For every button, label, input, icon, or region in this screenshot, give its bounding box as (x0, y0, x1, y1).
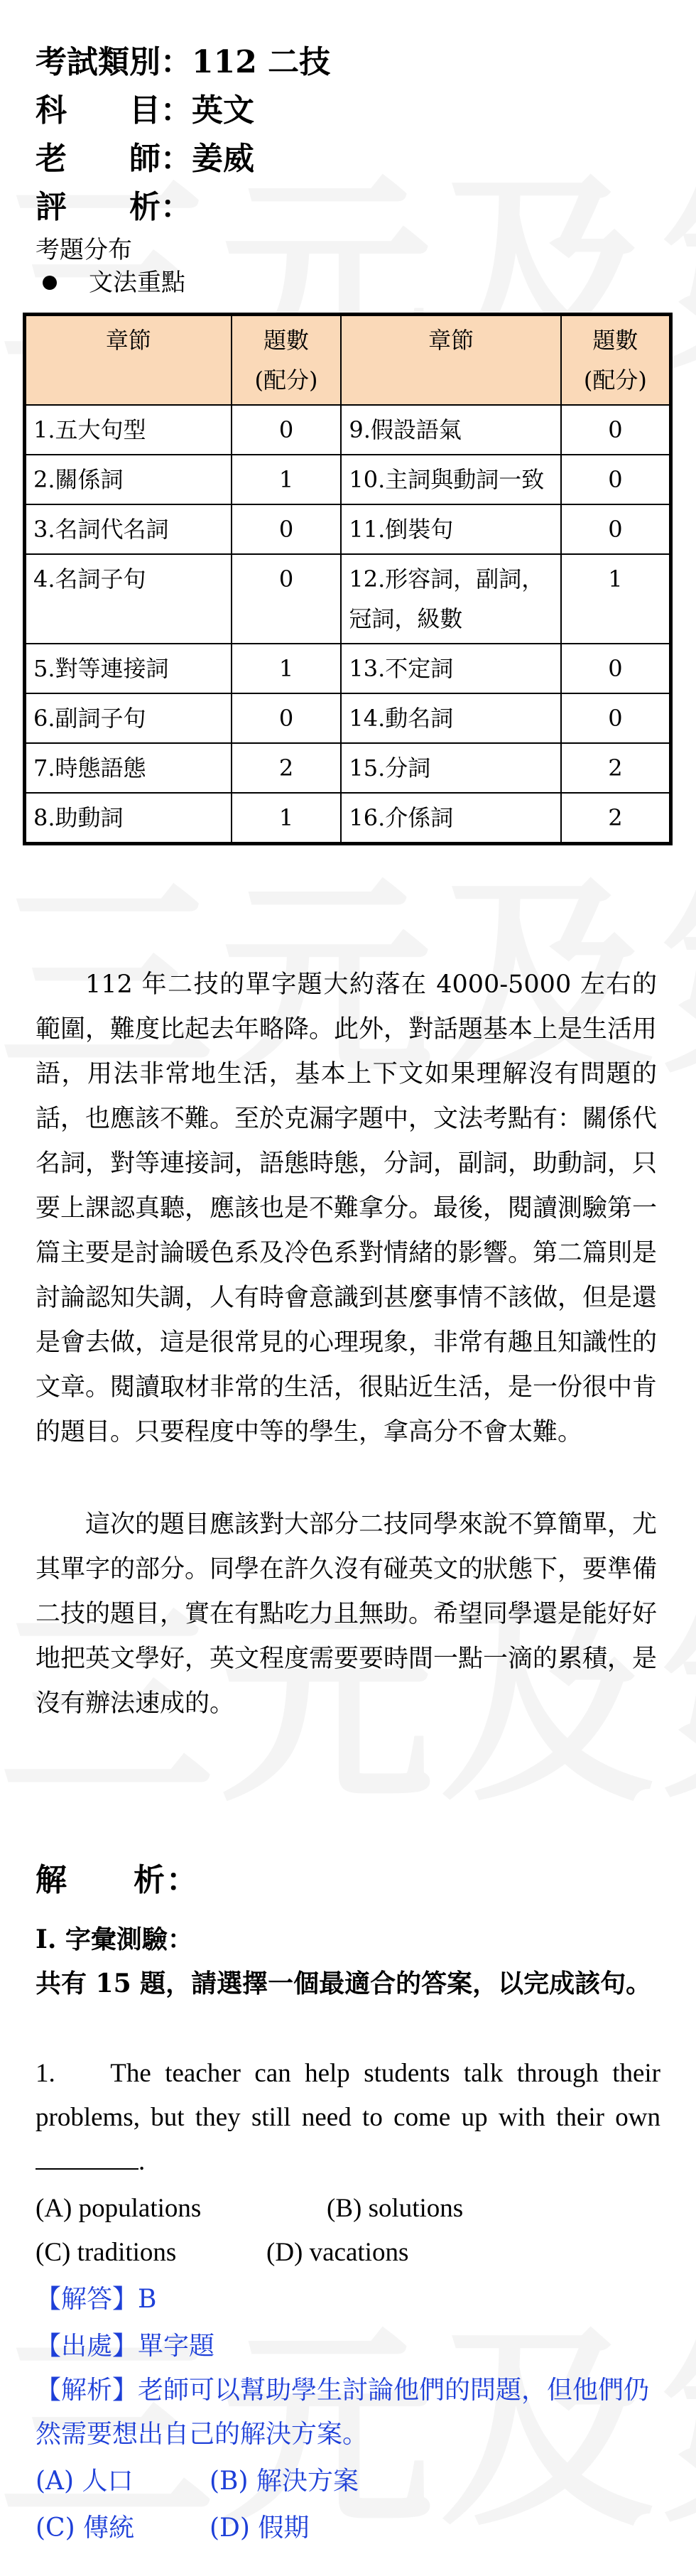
chapter-cell: 6.副詞子句 (25, 693, 232, 743)
count-cell: 0 (561, 455, 671, 504)
header-chapter: 章節 (25, 315, 232, 406)
subject: 科 目：英文 (36, 92, 254, 129)
chapter-cell: 1.五大句型 (25, 405, 232, 455)
chapter-cell: 4.名詞子句 (25, 554, 232, 644)
explanation-text: 【解析】老師可以幫助學生討論他們的問題，但他們仍然需要想出自己的解決方案。 (36, 2376, 650, 2449)
distribution-table (23, 313, 673, 845)
teacher: 老 師：姜威 (36, 141, 254, 177)
chapter-cell: 12.形容詞，副詞，冠詞，級數 (341, 554, 560, 644)
option-d: (D) vacations (266, 2238, 409, 2267)
count-cell: 2 (561, 793, 671, 844)
translation-a: (A) 人口 (36, 2467, 134, 2496)
answer-blank (36, 2144, 138, 2170)
chapter-cell: 11.倒裝句 (341, 504, 560, 554)
count-cell: 1 (232, 455, 342, 504)
table-row (25, 793, 671, 844)
chapter-cell: 16.介係詞 (341, 793, 560, 844)
count-cell: 1 (561, 554, 671, 644)
count-cell: 2 (232, 743, 342, 793)
header-chapter: 章節 (341, 315, 560, 406)
chapter-cell: 14.動名詞 (341, 693, 560, 743)
chapter-cell: 2.關係詞 (25, 455, 232, 504)
question-text: The teacher can help students talk through their problems, but they still need to come up with their own (36, 2059, 661, 2132)
analysis-paragraph-2: 這次的題目應該對大部分二技同學來說不算簡單，尤其單字的部分。同學在許久沒有碰英文的狀態下，要準備二技的題目，實在有點吃力且無助。希望同學還是能好好地把英文學好，英文程度需要要時間一點一滴的累積，是沒有辦法速成的。 (36, 1510, 658, 1718)
question-end: . (138, 2147, 146, 2176)
section-instruction: 共有 15 題，請選擇一個最適合的答案，以完成該句。 (36, 1969, 652, 1998)
source-line: 【出處】單字題 (36, 2332, 215, 2361)
chapter-cell: 9.假設語氣 (341, 405, 560, 455)
count-cell: 2 (561, 743, 671, 793)
header-count: 題數 (配分) (561, 315, 671, 406)
table-row (25, 405, 671, 455)
table-row (25, 693, 671, 743)
count-cell: 0 (561, 644, 671, 693)
translation-d: (D) 假期 (210, 2513, 310, 2543)
chapter-cell: 10.主詞與動詞一致 (341, 455, 560, 504)
count-cell: 0 (232, 554, 342, 644)
chapter-cell: 3.名詞代名詞 (25, 504, 232, 554)
table-row (25, 743, 671, 793)
count-cell: 1 (232, 793, 342, 844)
count-cell: 1 (232, 644, 342, 693)
option-a: (A) populations (36, 2194, 202, 2223)
analysis-heading: 解 析： (36, 1862, 199, 1898)
option-c: (C) traditions (36, 2238, 177, 2267)
translation-b: (B) 解決方案 (210, 2467, 359, 2496)
exam-category: 考試類別：112 二技 (36, 44, 331, 80)
option-b: (B) solutions (327, 2194, 464, 2223)
table-row (25, 644, 671, 693)
count-cell: 0 (561, 504, 671, 554)
question-1 (36, 2052, 660, 2184)
table-row (25, 455, 671, 504)
count-cell: 0 (561, 405, 671, 455)
answer-line: 【解答】B (36, 2285, 157, 2314)
chapter-cell: 13.不定詞 (341, 644, 560, 693)
table-row (25, 504, 671, 554)
chapter-cell: 15.分詞 (341, 743, 560, 793)
chapter-cell: 5.對等連接詞 (25, 644, 232, 693)
grammar-heading: 文法重點 (89, 269, 185, 297)
chapter-cell: 8.助動詞 (25, 793, 232, 844)
section-title: Ⅰ. 字彙測驗： (36, 1925, 193, 1954)
bullet-icon (43, 276, 57, 290)
count-cell: 0 (561, 693, 671, 743)
analysis-label: 評 析： (36, 189, 192, 225)
count-cell: 0 (232, 405, 342, 455)
question-number: 1. (36, 2059, 55, 2088)
translation-c: (C) 傳統 (36, 2513, 135, 2543)
count-cell: 0 (232, 504, 342, 554)
count-cell: 0 (232, 693, 342, 743)
table-header-row (25, 315, 671, 406)
distribution-title: 考題分布 (36, 236, 132, 264)
table-row (25, 554, 671, 644)
header-count: 題數 (配分) (232, 315, 342, 406)
chapter-cell: 7.時態語態 (25, 743, 232, 793)
analysis-paragraph-1: 112 年二技的單字題大約落在 4000-5000 左右的範圍，難度比起去年略降。此外，對話題基本上是生活用語，用法非常地生活，基本上下文如果理解沒有問題的話，也應該不難。至於克漏字題中，文法考點有：關係代名詞，對等連接詞，語態時態，分詞，副詞，助動詞，只要上課認真聽，應該也是不難拿分。最後，閱讀測驗第一篇主要是討論暖色系及冷色系對情緒的影響。第二篇則是討論認知失調，人有時會意識到甚麼事情不該做，但是還是會去做，這是很常見的心理現象，非常有趣且知識性的文章。閱讀取材非常的生活，很貼近生活，是一份很中肯的題目。只要程度中等的學生，拿高分不會太難。 (36, 970, 658, 1446)
